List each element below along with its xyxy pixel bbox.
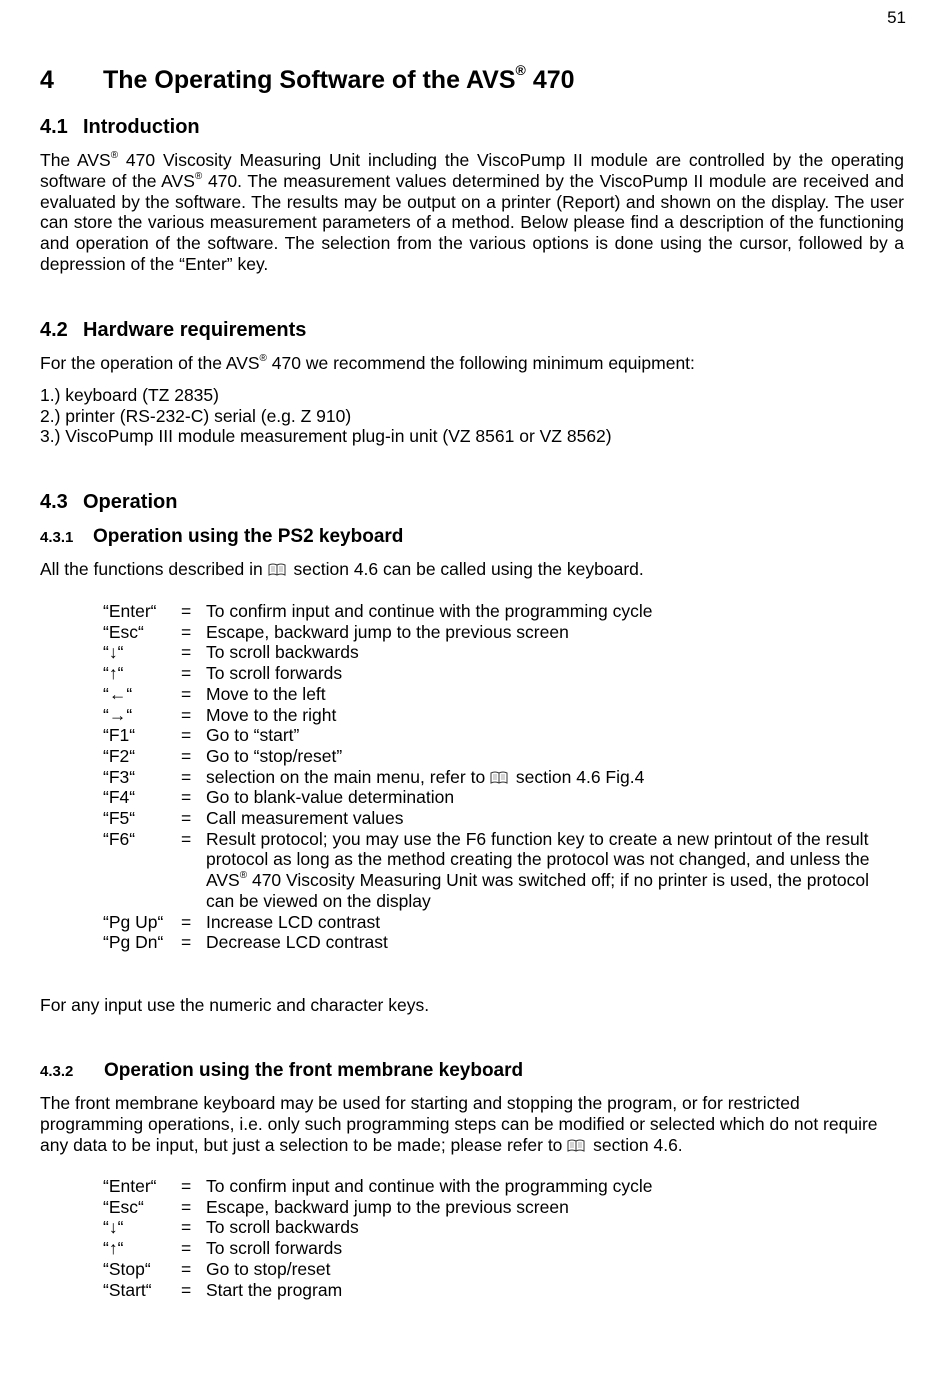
chapter-title-suffix: 470 <box>525 66 575 94</box>
ps2-key-table <box>103 601 906 953</box>
chapter-heading <box>40 61 575 95</box>
hardware-intro: For the operation of the AVS® 470 we recommend the following minimum equipment: <box>40 353 695 373</box>
table-row: “Stop“ = Go to stop/reset <box>103 1258 331 1279</box>
chapter-title: The Operating Software of the AVS <box>103 66 516 94</box>
table-row: “F5“ = Call measurement values <box>103 808 404 829</box>
table-row: “Enter“ = To confirm input and continue with the programming cycle <box>103 601 653 621</box>
book-icon <box>567 1139 585 1152</box>
table-row: “Pg Dn“ = Decrease LCD contrast <box>103 932 388 953</box>
book-icon <box>490 771 508 784</box>
subsection-heading-ps2: 4.3.1 Operation using the PS2 keyboard <box>40 526 404 547</box>
table-row: “→“ = Move to the right <box>103 704 337 725</box>
table-row: “F1“ = Go to “start” <box>103 725 300 746</box>
ps2-intro: All the functions described in section 4.6 can be called using the keyboard. <box>40 559 644 579</box>
membrane-key-table <box>103 1176 906 1300</box>
table-row: “Pg Up“ = Increase LCD contrast <box>103 911 381 932</box>
membrane-intro: The front membrane keyboard may be used for starting and stopping the program, or for restricted programming operations, i.e. only such programming steps can be modified or selected which do not require any data to be input, but just a selection to be made; please refer to section 4.6. <box>40 1093 878 1155</box>
list-item: 3.) ViscoPump III module measurement plug-in unit (VZ 8561 or VZ 8562) <box>40 426 612 447</box>
table-row: “F3“ = selection on the main menu, refer to section 4.6 Fig.4 <box>103 766 645 787</box>
list-item: 1.) keyboard (TZ 2835) <box>40 385 219 405</box>
table-row: “Esc“ = Escape, backward jump to the previous screen <box>103 1196 569 1217</box>
page-number: 51 <box>887 8 906 27</box>
chapter-number: 4 <box>40 66 54 94</box>
table-row: “↑“ = To scroll forwards <box>103 1238 343 1259</box>
table-row: “F4“ = Go to blank-value determination <box>103 787 455 808</box>
intro-paragraph: The AVS® 470 Viscosity Measuring Unit including the ViscoPump II module are controlled by the operating software of the AVS® 470. The measurement values determined by the ViscoPump II module are received and evaluated by the software. The results may be output on a printer (Report) and shown on the display. The user can store the various measurement parameters of a method. Below please find a description of the functioning and operation of the software. The selection from the various options is done using the cursor, followed by a depression of the “Enter” key. <box>40 150 904 274</box>
table-row: “Esc“ = Escape, backward jump to the previous screen <box>103 621 569 642</box>
hardware-list <box>40 385 612 447</box>
table-row: “Enter“ = To confirm input and continue with the programming cycle <box>103 1176 653 1196</box>
subsection-heading-membrane: 4.3.2 Operation using the front membrane keyboard <box>40 1060 524 1081</box>
table-row: “Start“ = Start the program <box>103 1279 343 1300</box>
book-icon <box>268 563 286 576</box>
section-heading-operation: 4.3 Operation <box>40 491 178 513</box>
table-row: “F2“ = Go to “stop/reset” <box>103 745 343 766</box>
table-row: “←“ = Move to the left <box>103 683 326 704</box>
table-row: “F6“ = Result protocol; you may use the F6 function key to create a new printout of the result protocol as long as the method creating the protocol was not changed, and unless the AVS® 470 Viscosity Measuring Unit was switched off; if no printer is used, the protocol can be viewed on the display <box>103 828 870 911</box>
table-row: “↓“ = To scroll backwards <box>103 642 359 663</box>
section-heading-intro: 4.1 Introduction <box>40 116 200 138</box>
table-row: “↓“ = To scroll backwards <box>103 1217 359 1238</box>
registered-mark: ® <box>515 61 526 78</box>
list-item: 2.) printer (RS-232-C) serial (e.g. Z 910) <box>40 405 352 426</box>
section-heading-hardware: 4.2 Hardware requirements <box>40 319 307 341</box>
table-row: “↑“ = To scroll forwards <box>103 663 343 684</box>
ps2-outro: For any input use the numeric and character keys. <box>40 995 430 1015</box>
